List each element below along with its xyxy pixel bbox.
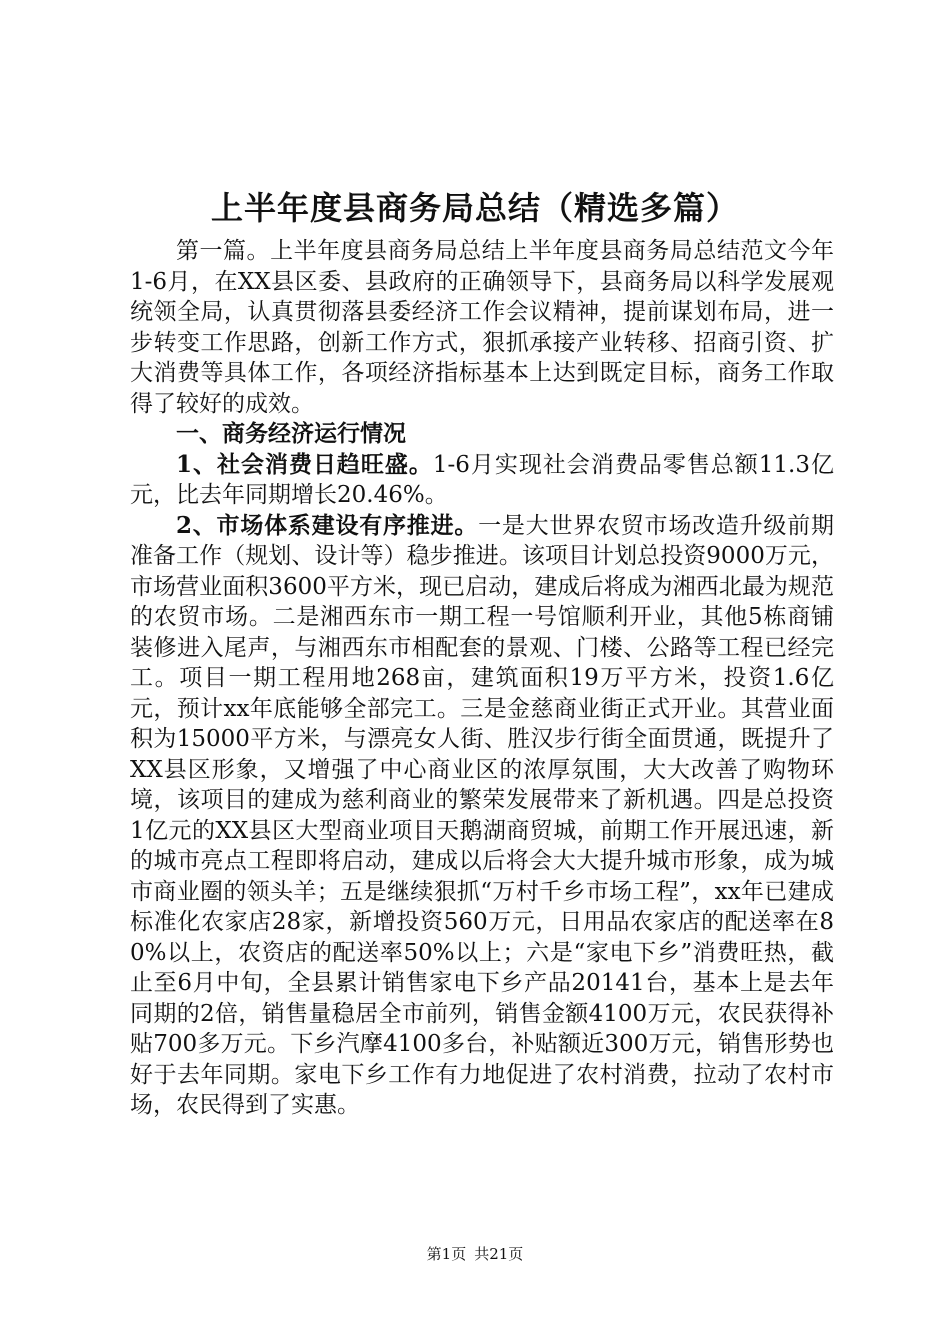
page-total: 共21页 [474,1245,524,1263]
document-title: 上半年度县商务局总结（精选多篇） [210,189,739,227]
section-heading: 一、商务经济运行情况 [176,420,406,447]
item-2-paragraph [130,511,834,1121]
page-number: 第1页 [426,1245,467,1263]
item-1-paragraph [130,450,834,511]
item-2-text: 一是大世界农贸市场改造升级前期准备工作（规划、设计等）稳步推进。该项目计划总投资9000万元，市场营业面积3600平方米，现已启动，建成后将成为湘西北最为规范的农贸市场。二是湘西东市一期工程一号馆顺利开业，其他5栋商铺装修进入尾声，与湘西东市相配套的景观、门楼、公路等工程已经完工。项目一期工程用地268亩，建筑面积19万平方米，投资1.6亿元，预计xx年底能够全部完工。三是金慈商业街正式开业。其营业面积为15000平方米，与漂亮女人街、胜汉步行街全面贯通，既提升了XX县区形象，又增强了中心商业区的浓厚氛围，大大改善了购物环境，该项目的建成为慈利商业的繁荣发展带来了新机遇。四是总投资1亿元的XX县区大型商业项目天鹅湖商贸城，前期工作开展迅速，新的城市亮点工程即将启动，建成以后将会大大提升城市形象，成为城市商业圈的领头羊；五是继续狠抓“万村千乡市场工程”，xx年已建成标准化农家店28家，新增投资560万元，日用品农家店的配送率在80%以上，农资店的配送率50%以上；六是“家电下乡”消费旺热，截止至6月中旬，全县累计销售家电下乡产品20141台，基本上是去年同期的2倍，销售量稳居全市前列，销售金额4100万元，农民获得补贴700多万元。下乡汽摩4100多台，补贴额近300万元，销售形势也好于去年同期。家电下乡工作有力地促进了农村消费，拉动了农村市场，农民得到了实惠。 [130,512,834,1118]
item-1-lead: 1、社会消费日趋旺盛。 [176,450,433,478]
document-body [130,236,834,1121]
intro-paragraph: 第一篇。上半年度县商务局总结上半年度县商务局总结范文今年1-6月，在XX县区委、县政府的正确领导下，县商务局以科学发展观统领全局，认真贯彻落县委经济工作会议精神，提前谋划布局，进一步转变工作思路，创新工作方式，狠抓承接产业转移、招商引资、扩大消费等具体工作，各项经济指标基本上达到既定目标，商务工作取得了较好的成效。 [130,238,834,417]
page-footer [0,1244,950,1264]
item-1-text: 1-6月实现社会消费品零售总额11.3亿元，比去年同期增长20.46%。 [130,451,834,508]
item-2-lead: 2、市场体系建设有序推进。 [176,511,479,539]
